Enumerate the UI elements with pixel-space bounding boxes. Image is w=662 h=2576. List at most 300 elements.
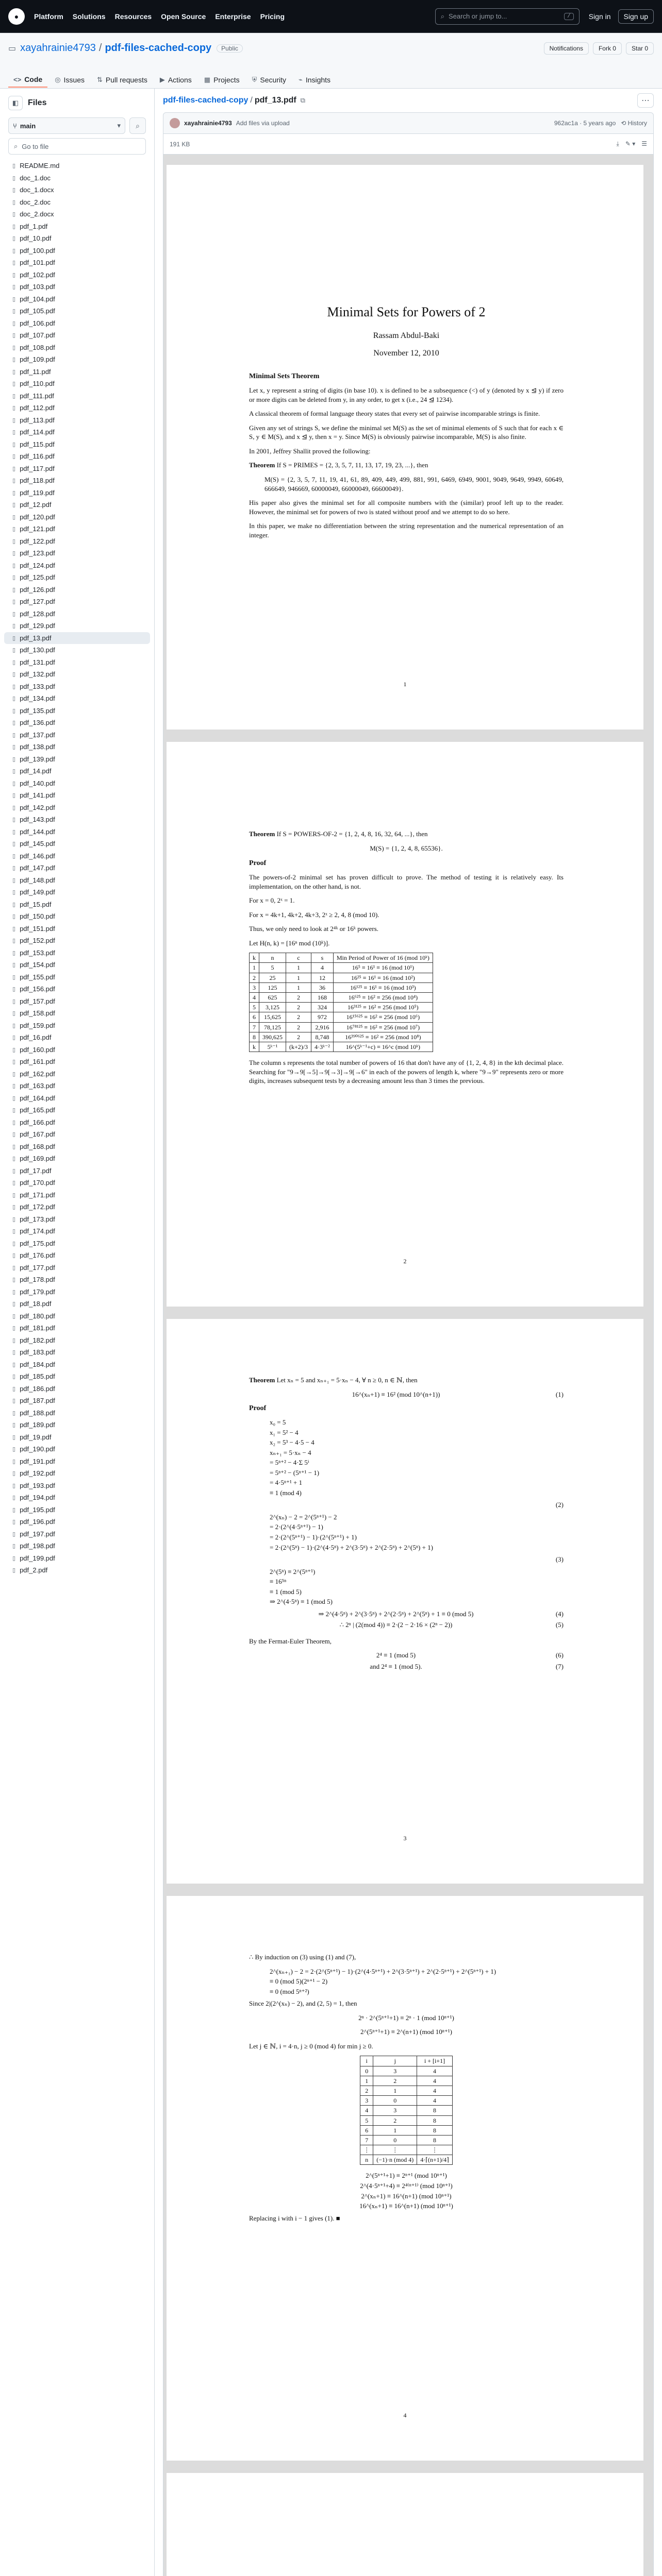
file-tree-item[interactable]: [4, 692, 150, 705]
file-tree-item[interactable]: [4, 474, 150, 487]
file-tree-item[interactable]: [4, 232, 150, 245]
file-tree-item[interactable]: [4, 1492, 150, 1504]
file-name: pdf_114.pdf: [20, 428, 55, 436]
file-tree-item[interactable]: [4, 1189, 150, 1201]
file-icon: ▯: [12, 720, 16, 726]
nav-open-source[interactable]: Open Source: [161, 12, 206, 21]
sign-up-button[interactable]: Sign up: [618, 9, 654, 24]
nav-pricing[interactable]: Pricing: [260, 12, 285, 21]
file-tree-item[interactable]: [4, 402, 150, 414]
table-cell: 16³⁹⁰⁶²⁵ ≡ 16² ≡ 256 (mod 10⁸): [333, 1032, 433, 1042]
file-tree-item[interactable]: [4, 971, 150, 984]
table-row: [360, 2125, 453, 2135]
table-row: [250, 1022, 433, 1032]
equation-tag: (4): [555, 1609, 564, 1618]
file-name: pdf_191.pdf: [20, 1457, 55, 1465]
table-cell: 5: [259, 963, 286, 973]
table-cell: 6: [360, 2125, 373, 2135]
file-tree-item[interactable]: [4, 208, 150, 221]
file-icon: ▯: [12, 1482, 16, 1489]
file-icon: ▯: [12, 1434, 16, 1440]
file-tree-item[interactable]: [4, 1104, 150, 1116]
file-tree-item[interactable]: [4, 1056, 150, 1068]
file-tree-item[interactable]: [4, 1540, 150, 1552]
file-tree-item[interactable]: [4, 317, 150, 330]
file-tree-item[interactable]: [4, 862, 150, 874]
file-tree-item[interactable]: [4, 1116, 150, 1129]
file-tree-item[interactable]: [4, 1516, 150, 1528]
file-tree-item[interactable]: [4, 426, 150, 438]
file-header: [163, 134, 653, 155]
file-tree-item[interactable]: [4, 329, 150, 342]
file-tree-item[interactable]: [4, 1346, 150, 1359]
file-icon: ▯: [12, 1156, 16, 1162]
fork-button[interactable]: Fork 0: [593, 42, 622, 55]
file-tree-item[interactable]: [4, 741, 150, 753]
go-to-file-input[interactable]: [8, 138, 146, 155]
file-name: pdf_154.pdf: [20, 961, 55, 969]
file-tree-item[interactable]: [4, 1467, 150, 1480]
repo-tabs: [8, 72, 336, 88]
file-icon: ▯: [12, 1035, 16, 1041]
file-tree-item[interactable]: [4, 584, 150, 596]
nav-resources[interactable]: Resources: [114, 12, 152, 21]
file-tree-item[interactable]: [4, 1370, 150, 1383]
collapse-sidebar-icon[interactable]: ◧: [8, 96, 23, 110]
issues-icon: ◎: [55, 76, 61, 83]
file-icon: ▯: [12, 756, 16, 762]
math-line: 2^(5ⁿ) ≡ 2^(5ⁿ⁺¹): [270, 1567, 316, 1575]
file-name: pdf_14.pdf: [20, 767, 52, 775]
paragraph: A classical theorem of formal language theory states that every set of pairwise incomparable strings is finite.: [249, 410, 540, 418]
file-tree-item[interactable]: [4, 414, 150, 427]
file-icon: ▯: [12, 405, 16, 412]
file-tree-item[interactable]: [4, 1359, 150, 1371]
table-row: [250, 993, 433, 1003]
file-name: pdf_186.pdf: [20, 1384, 55, 1393]
proof-line: Let j ∈ ℕ, i = 4·n, j ≥ 0 (mod 4) for min j ≥ 0.: [249, 2042, 373, 2050]
table-row: [250, 973, 433, 982]
file-icon: ▯: [12, 453, 16, 460]
table-cell: 168: [311, 993, 334, 1003]
file-tree-item[interactable]: [4, 1141, 150, 1153]
paragraph: His paper also gives the minimal set for all composite numbers with the (similar) proof left up to the reader. However, the minimal set for powers of two is stated without proof and we attempt to do so here.: [249, 499, 564, 516]
copy-path-icon[interactable]: ⧉: [300, 96, 305, 104]
tab-actions[interactable]: [155, 72, 197, 88]
file-name: pdf_116.pdf: [20, 452, 55, 461]
file-name: doc_2.docx: [20, 210, 54, 218]
file-name: pdf_149.pdf: [20, 888, 55, 896]
file-tree-item[interactable]: [4, 1334, 150, 1347]
file-tree-item[interactable]: [4, 1528, 150, 1540]
file-icon: ▯: [12, 1398, 16, 1404]
file-tree-item[interactable]: [4, 1238, 150, 1250]
theorem-equation: M(S) = {1, 2, 4, 8, 65536}.: [370, 844, 443, 852]
file-name: pdf_163.pdf: [20, 1082, 55, 1090]
page-number: 3: [403, 1834, 407, 1842]
sign-in-link[interactable]: Sign in: [588, 12, 611, 21]
breadcrumb-separator: /: [250, 96, 253, 105]
file-icon: ▯: [12, 1240, 16, 1247]
tab-insights[interactable]: [293, 72, 336, 88]
file-tree-item[interactable]: [4, 184, 150, 196]
file-tree-item[interactable]: [4, 1092, 150, 1105]
file-icon: ▯: [12, 235, 16, 242]
file-icon: ▯: [12, 1422, 16, 1429]
table-cell: 8,748: [311, 1032, 334, 1042]
file-tree-item[interactable]: [4, 935, 150, 947]
nav-platform[interactable]: Platform: [34, 12, 63, 21]
math-line: ≡ 16⁵ⁿ: [270, 1578, 287, 1586]
file-tree-item[interactable]: [4, 1165, 150, 1177]
equation-tag: (3): [555, 1555, 564, 1564]
file-name: pdf_189.pdf: [20, 1421, 55, 1429]
chevron-down-icon: ▾: [117, 122, 121, 129]
tab-label: Code: [24, 75, 43, 83]
file-tree-item[interactable]: [4, 656, 150, 669]
file-tree-item[interactable]: [4, 269, 150, 281]
file-tree-item[interactable]: [4, 850, 150, 862]
file-tree-item[interactable]: [4, 1262, 150, 1274]
more-options-icon[interactable]: ⋯: [637, 93, 654, 108]
table-cell: 1: [373, 2125, 417, 2135]
theorem-equation: M(S) = {2, 3, 5, 7, 11, 19, 41, 61, 89, 409, 449, 499, 881, 991, 6469, 6949, 9001, 9049, 9649, 9949, 60649, 666649, 946669, 60000049, 66000049, 66600049}.: [264, 476, 564, 493]
history-link[interactable]: [621, 120, 647, 127]
table-row: [360, 2155, 453, 2165]
file-name: pdf_136.pdf: [20, 719, 55, 727]
file-tree-item[interactable]: [4, 729, 150, 741]
file-tree-item[interactable]: [4, 1128, 150, 1141]
file-tree-item[interactable]: [4, 632, 150, 645]
file-name: pdf_187.pdf: [20, 1397, 55, 1405]
file-name: pdf_153.pdf: [20, 948, 55, 957]
file-icon: ▯: [12, 320, 16, 327]
file-icon: ▯: [12, 1361, 16, 1368]
file-tree-item[interactable]: [4, 1274, 150, 1286]
tab-pull-requests[interactable]: [92, 72, 153, 88]
file-tree-item[interactable]: [4, 765, 150, 777]
file-tree-item[interactable]: [4, 753, 150, 766]
file-tree-item[interactable]: [4, 814, 150, 826]
search-placeholder: Search or jump to...: [448, 12, 507, 20]
file-icon: ▯: [12, 1289, 16, 1295]
repo-name-link[interactable]: pdf-files-cached-copy: [105, 42, 212, 54]
file-tree-item[interactable]: [4, 511, 150, 523]
file-name: doc_2.doc: [20, 198, 51, 206]
file-icon: ▯: [12, 853, 16, 859]
file-tree-item[interactable]: [4, 535, 150, 548]
edit-icon[interactable]: ✎ ▾: [625, 140, 636, 147]
file-tree-item[interactable]: [4, 923, 150, 935]
file-name: pdf_184.pdf: [20, 1360, 55, 1368]
file-tree-item[interactable]: [4, 644, 150, 656]
table-cell: 16^(5ᵏ⁻¹+c) ≡ 16^c (mod 10ᵏ): [333, 1042, 433, 1052]
file-name: pdf_144.pdf: [20, 827, 55, 836]
file-tree-item[interactable]: [4, 1080, 150, 1092]
file-tree-item[interactable]: [4, 826, 150, 838]
file-tree-item[interactable]: [4, 705, 150, 717]
file-tree-item[interactable]: [4, 378, 150, 390]
file-tree-item[interactable]: [4, 668, 150, 681]
file-tree-item[interactable]: [4, 1395, 150, 1407]
global-header: [0, 0, 662, 33]
file-icon: ▯: [12, 574, 16, 581]
table-cell: 0: [373, 2135, 417, 2145]
file-tree-item[interactable]: [4, 899, 150, 911]
table-cell: k: [250, 1042, 259, 1052]
file-tree-item[interactable]: [4, 1564, 150, 1577]
file-tree-item[interactable]: [4, 838, 150, 850]
file-tree-item[interactable]: [4, 390, 150, 402]
file-icon: ▯: [12, 925, 16, 932]
equation-1: [249, 1390, 564, 1399]
file-tree-item[interactable]: [4, 353, 150, 366]
file-icon: ▯: [12, 562, 16, 569]
file-tree-item[interactable]: [4, 487, 150, 499]
file-tree-item[interactable]: [4, 571, 150, 584]
file-icon: ▯: [12, 489, 16, 496]
commit-message[interactable]: Add files via upload: [236, 120, 290, 127]
tab-issues[interactable]: [49, 72, 90, 88]
file-tree-item[interactable]: [4, 547, 150, 560]
file-tree-item[interactable]: [4, 789, 150, 802]
search-icon: ⌕: [136, 121, 140, 130]
file-tree-item[interactable]: [4, 1419, 150, 1431]
table-cell: 16²⁵ ≡ 16¹ ≡ 16 (mod 10²): [333, 973, 433, 982]
file-tree-item[interactable]: [4, 1177, 150, 1189]
file-icon: ▯: [12, 599, 16, 605]
file-tree-item[interactable]: [4, 1286, 150, 1298]
notifications-button[interactable]: Notifications: [544, 42, 589, 55]
file-tree-item[interactable]: [4, 681, 150, 693]
repo-icon: ▭: [8, 44, 16, 53]
file-tree-item[interactable]: [4, 160, 150, 172]
star-button[interactable]: Star 0: [626, 42, 654, 55]
file-tree-item[interactable]: [4, 1044, 150, 1056]
file-name: pdf_193.pdf: [20, 1481, 55, 1489]
table-cell: 16¹²⁵ ≡ 16¹ ≡ 16 (mod 10³): [333, 982, 433, 992]
equation-text: 2ⁿ · 2^(5ⁿ⁺¹+1) ≡ 2ⁿ · 1 (mod 10ⁿ⁺¹): [358, 2013, 454, 2022]
proof-line: Replacing i with i − 1 gives (1). ■: [249, 2214, 340, 2222]
file-icon: ▯: [12, 187, 16, 194]
table-cell: 1: [373, 2086, 417, 2095]
sidebar-title: Files: [28, 98, 47, 107]
nav-enterprise[interactable]: Enterprise: [215, 12, 251, 21]
file-tree-item[interactable]: [4, 1213, 150, 1226]
file-icon: ▯: [12, 441, 16, 448]
file-tree-item[interactable]: [4, 874, 150, 887]
table-cell: 2: [286, 1032, 311, 1042]
file-name: pdf_124.pdf: [20, 561, 55, 569]
pdf-viewer[interactable]: [163, 155, 653, 2576]
download-icon[interactable]: ⤓: [616, 140, 619, 147]
tab-security[interactable]: [247, 72, 291, 88]
file-icon: ▯: [12, 647, 16, 654]
file-tree-item[interactable]: [4, 1249, 150, 1262]
file-tree-item[interactable]: [4, 245, 150, 257]
file-tree-item[interactable]: [4, 450, 150, 463]
file-tree-item[interactable]: [4, 1443, 150, 1455]
file-name: pdf_172.pdf: [20, 1203, 55, 1211]
table-cell: 2,916: [311, 1022, 334, 1032]
repo-owner-link[interactable]: xayahrainie4793: [20, 42, 96, 54]
commit-hash[interactable]: 962ac1a · 5 years ago: [554, 120, 616, 127]
theorem-label: Theorem: [249, 461, 275, 469]
visibility-badge: Public: [217, 44, 243, 53]
file-tree-item[interactable]: [4, 342, 150, 354]
code-icon: <>: [13, 75, 22, 83]
file-name: pdf_162.pdf: [20, 1070, 55, 1078]
file-name: pdf_178.pdf: [20, 1276, 55, 1284]
file-name: pdf_158.pdf: [20, 1009, 55, 1018]
file-tree-item[interactable]: [4, 257, 150, 269]
pdf-page-5: [167, 2473, 643, 2576]
file-icon: ▯: [12, 1385, 16, 1392]
file-name: pdf_165.pdf: [20, 1106, 55, 1114]
file-name: pdf_19.pdf: [20, 1433, 52, 1441]
file-tree-item[interactable]: [4, 886, 150, 899]
file-name: pdf_190.pdf: [20, 1445, 55, 1453]
file-tree-item[interactable]: [4, 983, 150, 995]
file-name: pdf_122.pdf: [20, 537, 55, 545]
table-cell: 8: [417, 2125, 452, 2135]
file-name: doc_1.docx: [20, 186, 54, 194]
math-line: = 2·(2^(5ⁿ⁺¹) − 1)·(2^(5ⁿ⁺¹) + 1): [270, 1533, 357, 1541]
file-tree-item[interactable]: [4, 1455, 150, 1468]
file-tree-item[interactable]: [4, 499, 150, 511]
file-tree-item[interactable]: [4, 1007, 150, 1020]
file-name: pdf_104.pdf: [20, 295, 55, 303]
file-name: pdf_192.pdf: [20, 1469, 55, 1478]
file-icon: ▯: [12, 163, 16, 170]
table-cell: 2: [373, 2115, 417, 2125]
tab-projects[interactable]: [199, 72, 245, 88]
file-tree-item[interactable]: [4, 1310, 150, 1323]
file-tree-item[interactable]: [4, 947, 150, 959]
outline-icon[interactable]: ☰: [641, 140, 647, 147]
file-tree-item[interactable]: [4, 959, 150, 971]
math-line: 2^(xₙ₊₁) − 2 = 2·(2^(5ⁿ⁺¹) − 1)·(2^(4·5ⁿ⁺¹) + 2^(3·5ⁿ⁺¹) + 2^(2·5ⁿ⁺¹) + 2^(5ⁿ⁺¹) + 1): [270, 1967, 496, 1975]
file-name: pdf_177.pdf: [20, 1263, 55, 1272]
table-row: [360, 2106, 453, 2115]
file-name: pdf_108.pdf: [20, 343, 55, 351]
file-name: pdf_150.pdf: [20, 912, 55, 921]
breadcrumb-repo-link[interactable]: pdf-files-cached-copy: [163, 96, 249, 105]
table-row: [250, 1032, 433, 1042]
file-tree-item[interactable]: [4, 523, 150, 535]
file-tree-item[interactable]: [4, 1201, 150, 1213]
github-logo-icon[interactable]: ●: [8, 8, 25, 25]
tab-code[interactable]: [8, 72, 47, 88]
file-name: pdf_17.pdf: [20, 1166, 52, 1175]
file-icon: ▯: [12, 1046, 16, 1053]
file-tree-item[interactable]: [4, 608, 150, 620]
file-tree-item[interactable]: [4, 221, 150, 233]
table-row: [250, 963, 433, 973]
file-tree-item[interactable]: [4, 305, 150, 317]
file-tree-item[interactable]: [4, 1298, 150, 1310]
tab-label: Insights: [305, 76, 331, 84]
file-name: pdf_164.pdf: [20, 1094, 55, 1102]
file-icon: ▯: [12, 1555, 16, 1562]
file-tree-item[interactable]: [4, 1031, 150, 1044]
branch-name: main: [20, 122, 36, 130]
file-icon: ▯: [12, 502, 16, 509]
file-tree-item[interactable]: [4, 293, 150, 306]
file-name: pdf_182.pdf: [20, 1336, 55, 1344]
file-tree-item[interactable]: [4, 1552, 150, 1565]
file-tree-item[interactable]: [4, 596, 150, 608]
table-cell: 125: [259, 982, 286, 992]
math-line: x₀ = 5: [270, 1418, 286, 1426]
equation-tag: (1): [555, 1390, 564, 1398]
file-tree-item[interactable]: [4, 1407, 150, 1419]
file-tree-item[interactable]: [4, 1225, 150, 1238]
file-list: [0, 160, 154, 1577]
file-tree-item[interactable]: [4, 1322, 150, 1334]
paragraph: In 2001, Jeffrey Shallit proved the following:: [249, 447, 371, 455]
table-cell: 1: [286, 973, 311, 982]
file-tree-item[interactable]: [4, 1431, 150, 1444]
file-tree-item[interactable]: [4, 777, 150, 790]
file-tree-item[interactable]: [4, 1068, 150, 1080]
commit-author[interactable]: xayahrainie4793: [184, 120, 232, 127]
avatar[interactable]: [170, 118, 180, 128]
file-name: pdf_110.pdf: [20, 380, 55, 388]
file-name: pdf_142.pdf: [20, 803, 55, 811]
file-tree-item[interactable]: [4, 1153, 150, 1165]
derivation-steps: [270, 1567, 564, 1606]
file-tree-item[interactable]: [4, 438, 150, 451]
tab-label: Security: [260, 76, 286, 84]
file-tree-item[interactable]: [4, 1480, 150, 1492]
derivation-steps: [249, 2171, 564, 2210]
file-tree-item[interactable]: [4, 995, 150, 1008]
file-icon: ▯: [12, 357, 16, 363]
file-tree-item[interactable]: [4, 463, 150, 475]
file-name: pdf_160.pdf: [20, 1045, 55, 1054]
file-tree-item[interactable]: [4, 196, 150, 209]
residue-table: [360, 2056, 453, 2165]
file-tree-item[interactable]: [4, 366, 150, 378]
file-name: pdf_135.pdf: [20, 706, 55, 715]
file-name: pdf_11.pdf: [20, 367, 51, 376]
file-tree-item[interactable]: [4, 281, 150, 293]
table-cell: 2: [286, 1012, 311, 1022]
file-tree-item[interactable]: [4, 620, 150, 632]
file-tree-item[interactable]: [4, 717, 150, 729]
file-tree-item[interactable]: [4, 1020, 150, 1032]
file-name: pdf_138.pdf: [20, 743, 55, 751]
file-icon: ▯: [12, 368, 16, 375]
table-cell: 16⁵ ≡ 16¹ ≡ 16 (mod 10¹): [333, 963, 433, 973]
search-input[interactable]: [435, 8, 580, 25]
search-files-button[interactable]: [129, 117, 146, 134]
file-icon: ▯: [12, 659, 16, 666]
file-tree-item[interactable]: [4, 172, 150, 184]
file-tree-item[interactable]: [4, 1383, 150, 1395]
file-icon: ▯: [12, 332, 16, 339]
equation-2-tag-row: [249, 1500, 564, 1510]
file-icon: ▯: [12, 623, 16, 630]
file-tree-item[interactable]: [4, 802, 150, 814]
file-tree-item[interactable]: [4, 560, 150, 572]
file-icon: ▯: [12, 1180, 16, 1187]
branch-selector[interactable]: [8, 117, 125, 134]
file-tree-item[interactable]: [4, 910, 150, 923]
file-tree-item[interactable]: [4, 1504, 150, 1516]
nav-solutions[interactable]: Solutions: [72, 12, 106, 21]
